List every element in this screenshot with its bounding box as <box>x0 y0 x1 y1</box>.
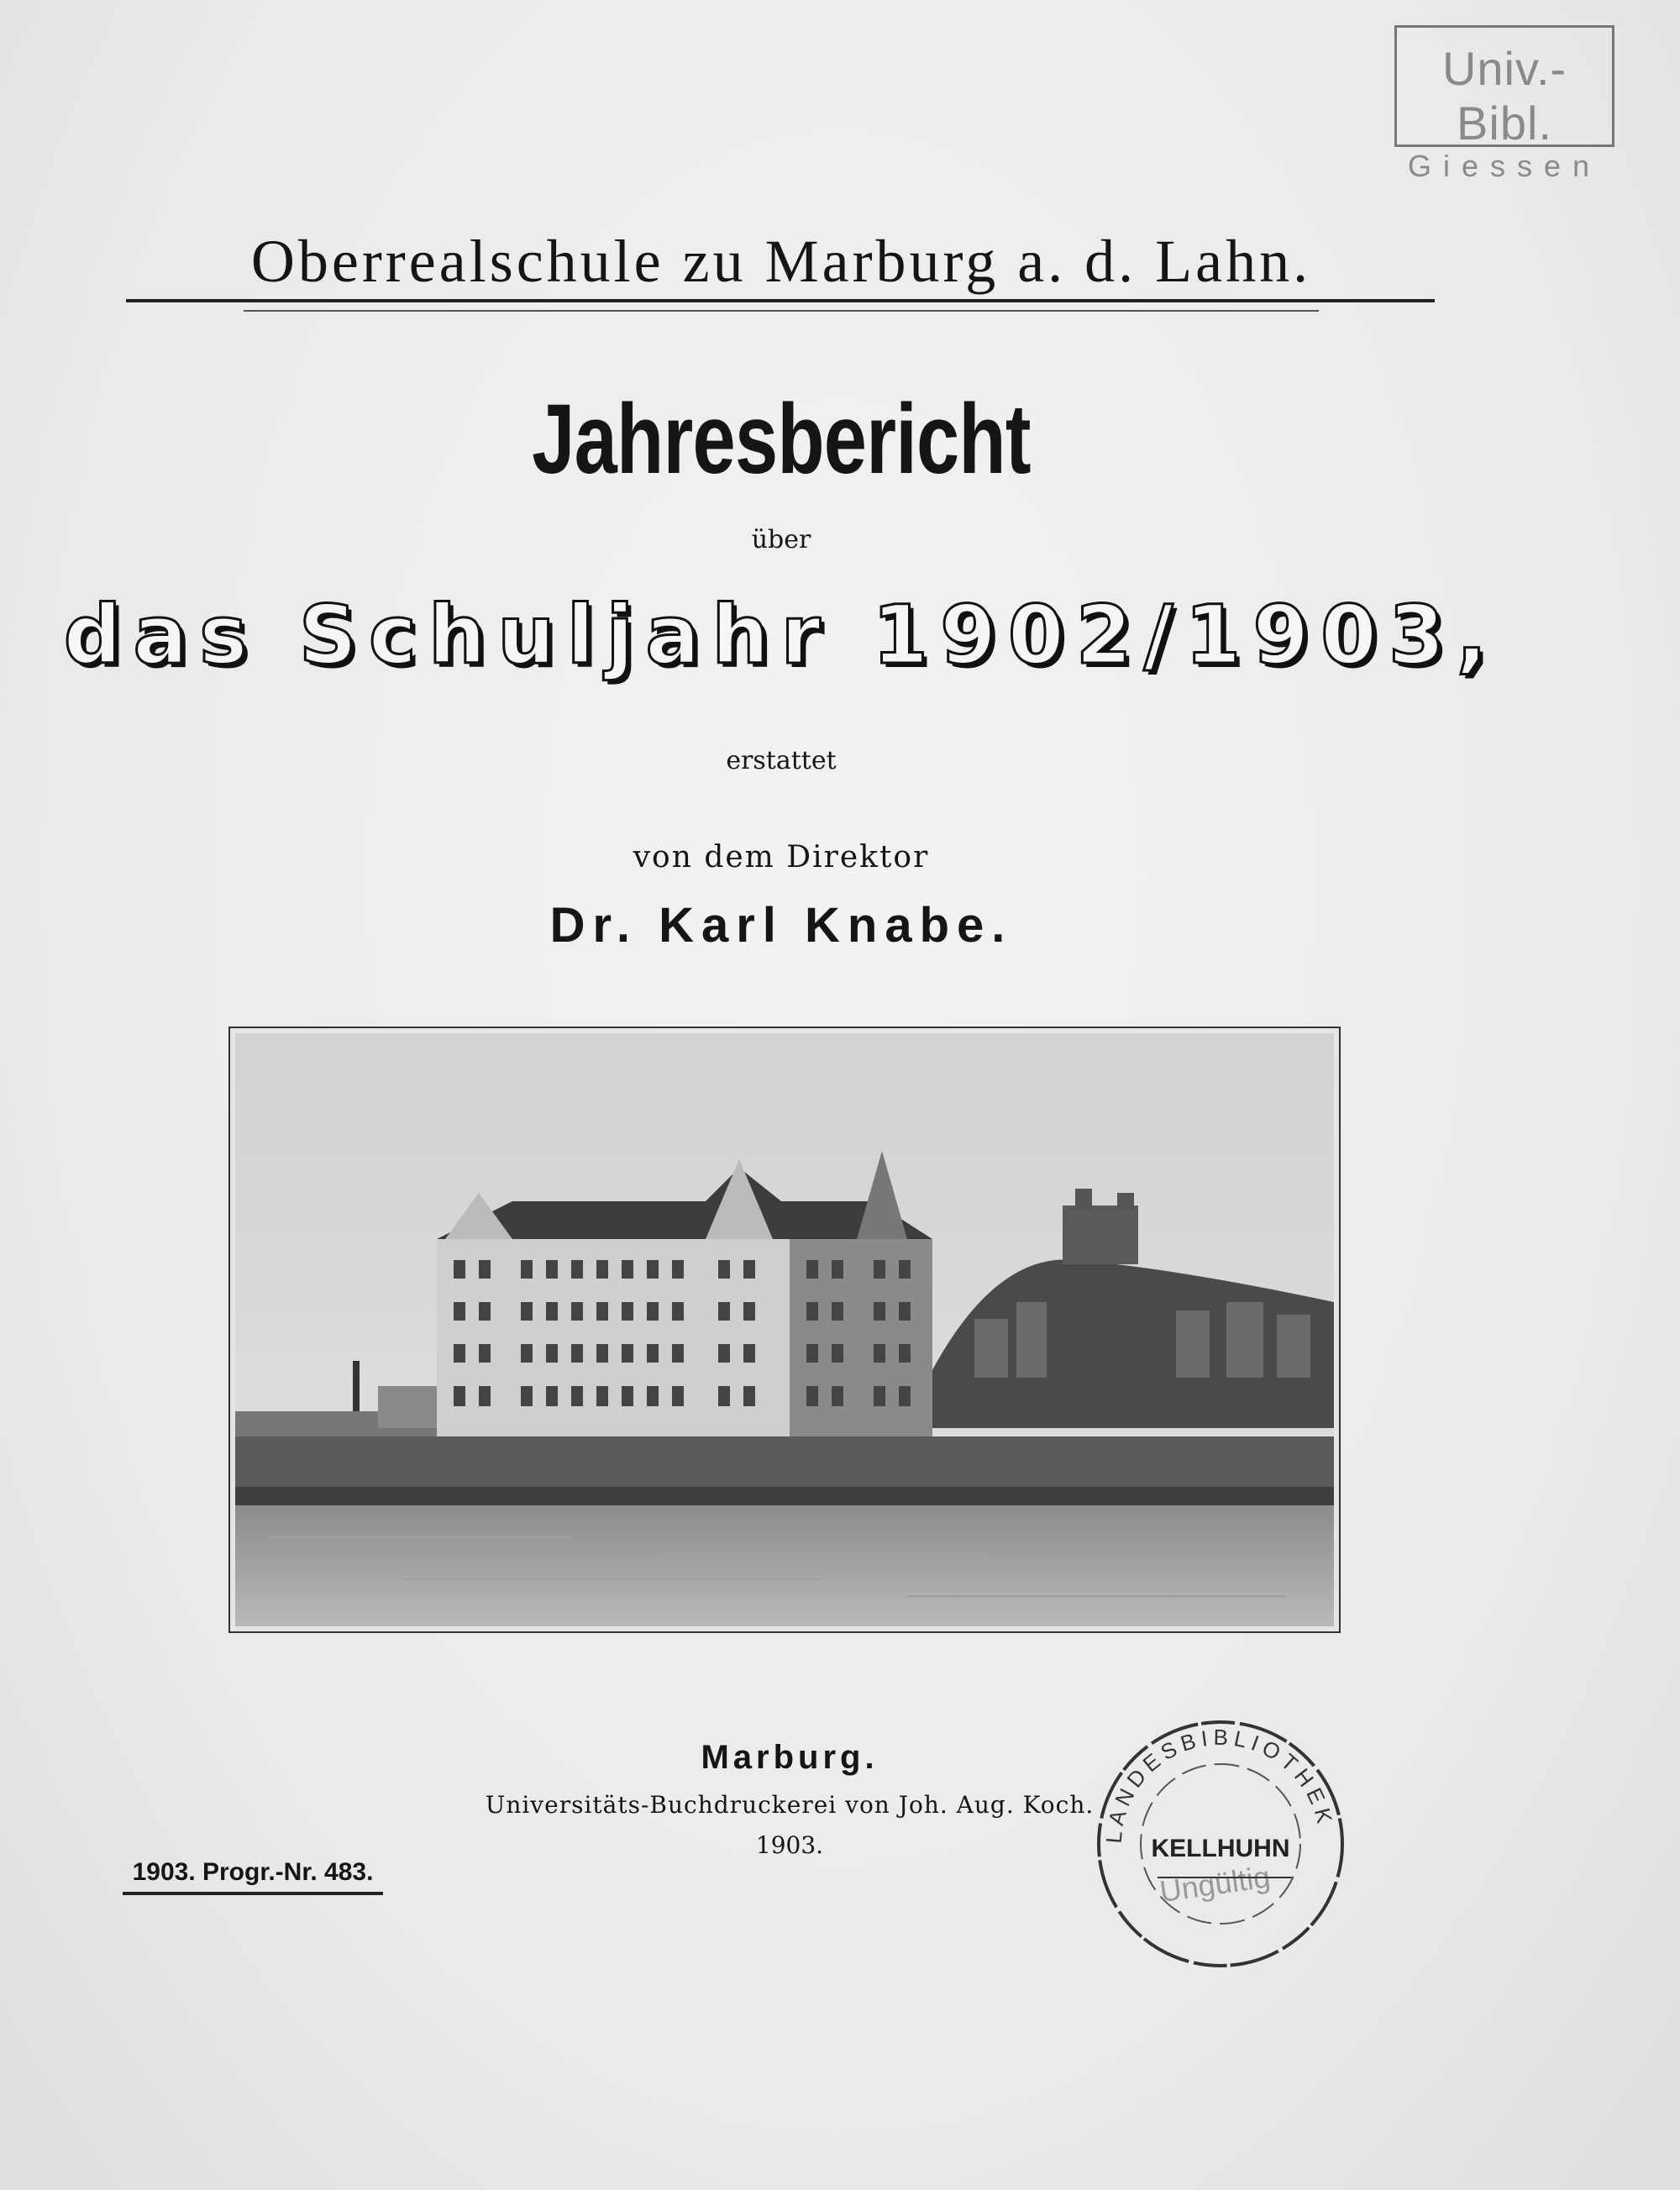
author-name: Dr. Karl Knabe. <box>549 898 1013 953</box>
imprint-printer: Universitäts-Buchdruckerei von Joh. Aug. Koch. <box>485 1791 1095 1819</box>
round-stamp-overstamp: Ungültig <box>1158 1859 1273 1909</box>
library-stamp-line2: Giessen <box>1407 149 1602 183</box>
report-title: Jahresbericht <box>532 384 1031 495</box>
round-stamp-center-text: KELLHUHN <box>1151 1835 1290 1862</box>
school-year: das Schuljahr 1902/1903, <box>63 588 1499 682</box>
school-building-photo <box>228 1027 1341 1633</box>
von-direktor-text: von dem Direktor <box>633 840 930 874</box>
header-rule <box>126 299 1435 302</box>
ueber-text: über <box>751 525 811 554</box>
imprint-place: Marburg. <box>701 1739 879 1776</box>
round-stamp-graphic <box>1090 1714 1351 1974</box>
header-rule-thin <box>244 310 1319 312</box>
round-stamp-ring-text: LANDESBIBLIOTHEK <box>1100 1724 1339 1845</box>
svg-text:LANDESBIBLIOTHEK <box>1101 1725 1339 1845</box>
erstattet-text: erstattet <box>726 746 837 775</box>
photo-illustration <box>235 1033 1334 1626</box>
program-number: 1903. Progr.-Nr. 483. <box>123 1858 383 1895</box>
school-name: Oberrealschule zu Marburg a. d. Lahn. <box>250 228 1312 295</box>
library-stamp <box>1394 25 1614 183</box>
library-stamp-line1: Univ.-Bibl. <box>1441 42 1567 150</box>
round-library-stamp <box>1090 1714 1351 1974</box>
imprint-year: 1903. <box>755 1831 824 1859</box>
